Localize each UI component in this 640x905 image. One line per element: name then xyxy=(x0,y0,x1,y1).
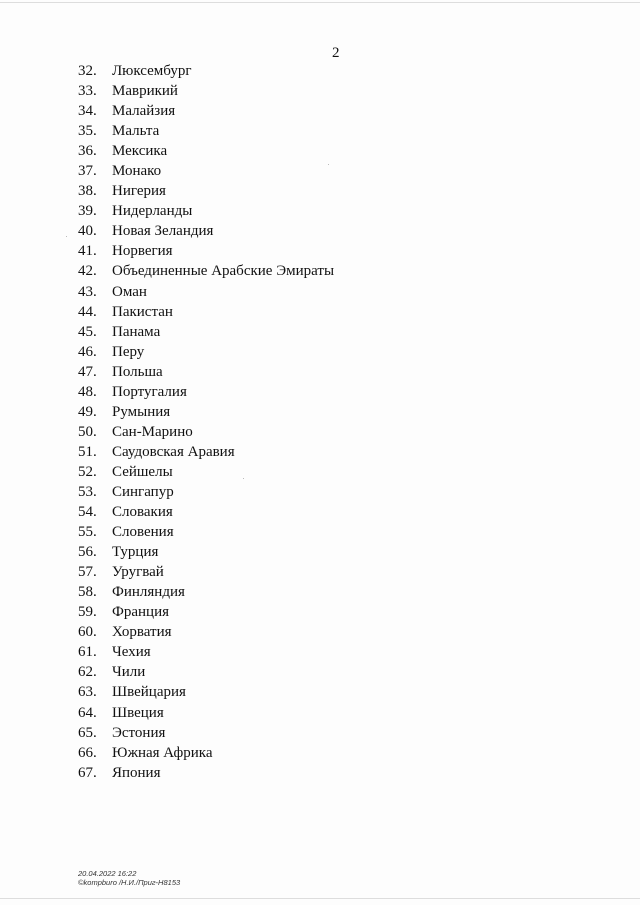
stamp-reference xyxy=(78,878,180,887)
list-item xyxy=(0,622,640,642)
list-item xyxy=(0,682,640,702)
list-item-number: 46. xyxy=(78,343,97,360)
list-item xyxy=(0,602,640,622)
list-item-number: 62. xyxy=(78,664,97,681)
list-item-number: 32. xyxy=(78,63,97,79)
list-item-country: Эстония xyxy=(112,724,166,741)
list-item-country: Португалия xyxy=(112,383,187,400)
list-item xyxy=(0,121,640,141)
list-item-number: 53. xyxy=(78,483,97,500)
document-stamp xyxy=(78,869,180,887)
list-item xyxy=(0,302,640,322)
list-item-number: 49. xyxy=(78,403,97,420)
list-item xyxy=(0,502,640,522)
list-item-number: 41. xyxy=(78,243,97,260)
list-item-number: 65. xyxy=(78,724,97,741)
list-item-country: Чили xyxy=(112,664,146,681)
list-item-country: Панама xyxy=(112,323,161,340)
list-item xyxy=(0,61,640,81)
list-item-number: 43. xyxy=(78,283,97,300)
list-item-number: 57. xyxy=(78,564,97,581)
list-item xyxy=(0,201,640,221)
list-item-country: Словакия xyxy=(112,504,173,521)
scan-edge-line xyxy=(0,898,640,899)
list-item-number: 45. xyxy=(78,323,97,340)
list-item-number: 61. xyxy=(78,644,97,661)
list-item-country: Швеция xyxy=(112,704,164,721)
list-item xyxy=(0,582,640,602)
stamp-reference-text: kompburo /Н.И./Приг-Н8153 xyxy=(83,878,181,887)
list-item-number: 56. xyxy=(78,544,97,561)
list-item-country: Южная Африка xyxy=(112,744,213,761)
list-item-country: Франция xyxy=(112,604,169,621)
list-item-country: Новая Зеландия xyxy=(112,223,214,240)
list-item-country: Хорватия xyxy=(112,624,172,641)
list-item-number: 35. xyxy=(78,123,97,140)
list-item xyxy=(0,763,640,783)
list-item-country: Перу xyxy=(112,343,145,360)
list-item-country: Швейцария xyxy=(112,684,186,701)
list-item-number: 36. xyxy=(78,143,97,160)
list-item xyxy=(0,221,640,241)
list-item-number: 58. xyxy=(78,584,97,601)
list-item xyxy=(0,662,640,682)
list-item xyxy=(0,442,640,462)
list-item xyxy=(0,542,640,562)
stamp-timestamp: 20.04.2022 16:22 xyxy=(78,869,137,878)
list-item xyxy=(0,141,640,161)
list-item xyxy=(0,562,640,582)
list-item-country: Объединенные Арабские Эмираты xyxy=(112,263,335,280)
list-item-country: Малайзия xyxy=(112,103,176,120)
list-item xyxy=(0,522,640,542)
list-item-number: 66. xyxy=(78,744,97,761)
list-item-number: 67. xyxy=(78,764,97,781)
scan-edge-line xyxy=(0,2,640,3)
list-item xyxy=(0,161,640,181)
list-item-number: 37. xyxy=(78,163,97,180)
list-item-country: Монако xyxy=(112,163,162,180)
list-item xyxy=(0,81,640,101)
list-item-number: 63. xyxy=(78,684,97,701)
list-item-country: Мексика xyxy=(112,143,168,160)
list-item-country: Япония xyxy=(112,764,161,781)
list-item xyxy=(0,482,640,502)
list-item-number: 40. xyxy=(78,223,97,240)
list-item-country: Нидерланды xyxy=(112,203,193,220)
list-item-number: 44. xyxy=(78,303,97,320)
list-item xyxy=(0,241,640,261)
list-item-country: Сингапур xyxy=(112,483,174,500)
list-item-country: Мальта xyxy=(112,123,160,140)
list-item-country: Польша xyxy=(112,363,163,380)
list-item xyxy=(0,342,640,362)
list-item-number: 64. xyxy=(78,704,97,721)
list-item xyxy=(0,362,640,382)
list-item xyxy=(0,261,640,281)
list-item-number: 55. xyxy=(78,524,97,541)
list-item-number: 38. xyxy=(78,183,97,200)
country-list xyxy=(0,61,640,783)
list-item xyxy=(0,282,640,302)
list-item xyxy=(0,703,640,723)
list-item xyxy=(0,322,640,342)
list-item xyxy=(0,402,640,422)
list-item-country: Финляндия xyxy=(112,584,185,601)
list-item-country: Румыния xyxy=(112,403,171,420)
copyright-icon: © xyxy=(78,878,84,887)
list-item-country: Турция xyxy=(112,544,159,561)
list-item-number: 39. xyxy=(78,203,97,220)
list-item-country: Люксембург xyxy=(112,63,192,79)
list-item xyxy=(0,382,640,402)
list-item-country: Уругвай xyxy=(112,564,164,581)
list-item-number: 60. xyxy=(78,624,97,641)
list-item-country: Чехия xyxy=(112,644,151,661)
page-number: 2 xyxy=(332,45,340,61)
list-item-number: 42. xyxy=(78,263,97,280)
list-item-number: 59. xyxy=(78,604,97,621)
list-item-number: 33. xyxy=(78,83,97,100)
list-item xyxy=(0,743,640,763)
list-item xyxy=(0,101,640,121)
list-item-number: 48. xyxy=(78,383,97,400)
list-item-number: 54. xyxy=(78,504,97,521)
list-item-country: Сейшелы xyxy=(112,463,173,480)
list-item-country: Пакистан xyxy=(112,303,173,320)
list-item-country: Саудовская Аравия xyxy=(112,443,235,460)
list-item-country: Маврикий xyxy=(112,83,178,100)
list-item-number: 50. xyxy=(78,423,97,440)
list-item xyxy=(0,723,640,743)
list-item xyxy=(0,422,640,442)
list-item xyxy=(0,642,640,662)
list-item-country: Нигерия xyxy=(112,183,166,200)
list-item xyxy=(0,462,640,482)
list-item-country: Словения xyxy=(112,524,174,541)
list-item-number: 34. xyxy=(78,103,97,120)
list-item-country: Сан-Марино xyxy=(112,423,193,440)
list-item-number: 47. xyxy=(78,363,97,380)
list-item xyxy=(0,181,640,201)
list-item-number: 52. xyxy=(78,463,97,480)
list-item-country: Оман xyxy=(112,283,147,300)
list-item-number: 51. xyxy=(78,443,97,460)
list-item-country: Норвегия xyxy=(112,243,173,260)
